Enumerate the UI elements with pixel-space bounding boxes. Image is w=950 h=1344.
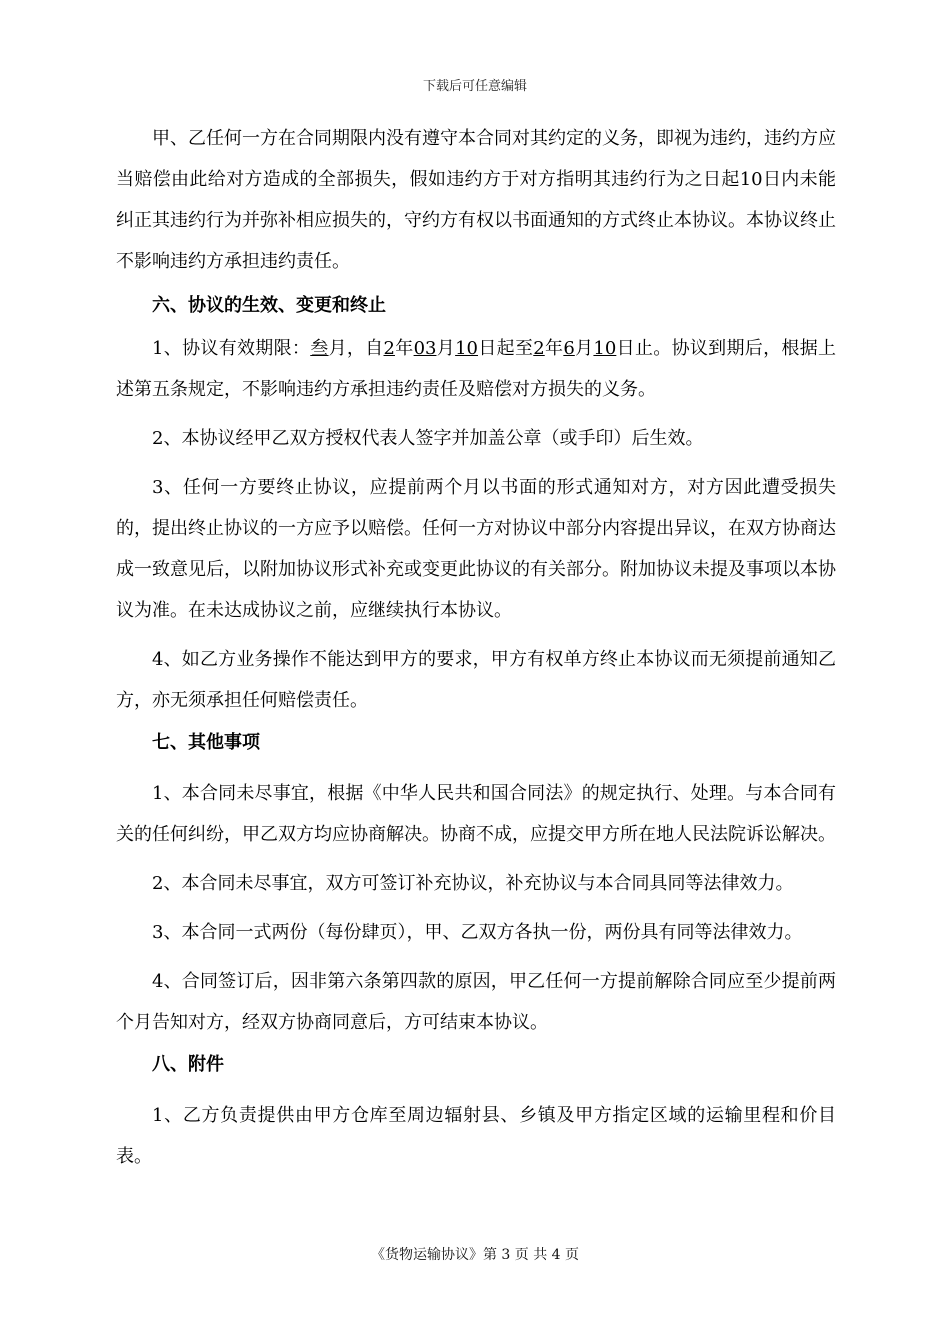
paragraph-7-4: 4、合同签订后，因非第六条第四款的原因，甲乙任何一方提前解除合同应至少提前两个月告知对方，经双方协商同意后，方可结束本协议。 <box>116 971 836 1033</box>
paragraph-8-1: 1、乙方负责提供由甲方仓库至周边辐射县、乡镇及甲方指定区域的运输里程和价目表。 <box>116 1105 836 1167</box>
term-months: 叁 <box>310 338 329 359</box>
section-heading-8: 八、附件 <box>152 1054 224 1075</box>
paragraph-6-4: 4、如乙方业务操作不能达到甲方的要求，甲方有权单方终止本协议而无须提前通知乙方，亦无须承担任何赔偿责任。 <box>116 649 836 711</box>
paragraph-6-2: 2、本协议经甲乙双方授权代表人签字并加盖公章（或手印）后生效。 <box>152 428 704 449</box>
start-year: 2 <box>383 338 395 359</box>
term-prefix: 1、协议有效期限： <box>152 338 311 359</box>
term-text: 月 <box>574 338 594 359</box>
term-text: 月 <box>436 338 456 359</box>
section-heading-6: 六、协议的生效、变更和终止 <box>152 295 386 316</box>
term-text: 日止。协议到期后，根据上述第五条规定，不影响违约方承担违约责任及赔偿对方损失的义务。 <box>116 338 837 400</box>
page-header-note: 下载后可任意编辑 <box>422 79 527 94</box>
page-footer: 《货物运输协议》第 3 页 共 4 页 <box>370 1247 580 1263</box>
term-text: 月，自 <box>328 338 384 359</box>
paragraph-breach-liability: 甲、乙任何一方在合同期限内没有遵守本合同对其约定的义务，即视为违约，违约方应当赔偿由此给对方造成的全部损失，假如违约方于对方指明其违约行为之日起10日内未能纠正其违约行为并弥补相应损失的，守约方有权以书面通知的方式终止本协议。本协议终止不影响违约方承担违约责任。 <box>116 128 836 272</box>
paragraph-7-2: 2、本合同未尽事宜，双方可签订补充协议，补充协议与本合同具同等法律效力。 <box>152 873 794 894</box>
term-text: 年 <box>544 338 564 359</box>
paragraph-6-1-term <box>116 328 836 410</box>
start-month: 03 <box>413 338 437 359</box>
section-heading-7: 七、其他事项 <box>152 732 260 753</box>
paragraph-7-1: 1、本合同未尽事宜，根据《中华人民共和国合同法》的规定执行、处理。与本合同有关的任何纠纷，甲乙双方均应协商解决。协商不成，应提交甲方所在地人民法院诉讼解决。 <box>116 783 836 845</box>
end-month: 6 <box>563 338 575 359</box>
paragraph-6-3: 3、任何一方要终止协议，应提前两个月以书面的形式通知对方，对方因此遭受损失的，提出终止协议的一方应予以赔偿。任何一方对协议中部分内容提出异议，在双方协商达成一致意见后，以附加协议形式补充或变更此协议的有关部分。附加协议未提及事项以本协议为准。在未达成协议之前，应继续执行本协议。 <box>116 477 836 621</box>
term-text: 年 <box>394 338 414 359</box>
end-day: 10 <box>593 338 617 359</box>
start-day: 10 <box>455 338 479 359</box>
document-body <box>116 118 836 1177</box>
term-text: 日起至 <box>478 338 534 359</box>
end-year: 2 <box>533 338 545 359</box>
paragraph-7-3: 3、本合同一式两份（每份肆页），甲、乙双方各执一份，两份具有同等法律效力。 <box>152 922 803 943</box>
